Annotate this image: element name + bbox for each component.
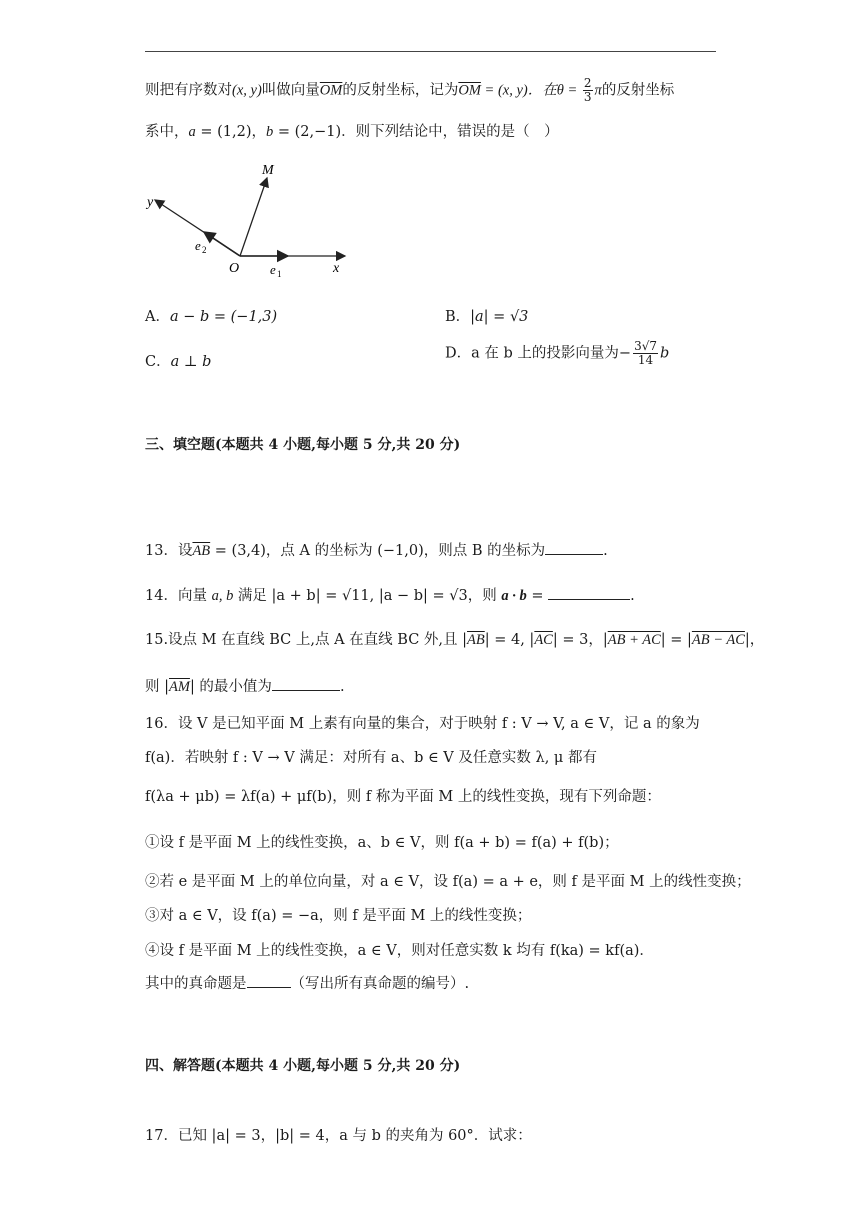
intro-line-2: 系中，a = (1,2)，b = (2,−1)．则下列结论中，错误的是（ ） — [145, 124, 559, 140]
answer-blank-14[interactable] — [548, 585, 630, 600]
question-16-line-1: 16．设 V 是已知平面 M 上素有向量的集合，对于映射 f : V → V, a ∈ V，记 a 的象为 — [145, 716, 700, 732]
question-16-item-3: ③对 a ∈ V，设 f(a) = −a，则 f 是平面 M 上的线性变换； — [145, 908, 532, 924]
intro-line-1: 则把有序数对(x, y)叫做向量$\overline{OM}$的反射坐标，记为$\overline{OM} = (x$, y)．在θ = $\frac{2}{3}$ π的反射坐标 — [145, 76, 675, 104]
option-a: A．a − b = (−1,3) — [145, 309, 278, 325]
label-e1-sub: 1 — [277, 269, 282, 279]
question-17: 17．已知 |a| = 3，|b| = 4，a 与 b 的夹角为 60°．试求： — [145, 1128, 532, 1144]
option-b: B．|a| = √3 — [445, 309, 529, 325]
answer-blank-15[interactable] — [272, 676, 340, 691]
question-14: 14．向量 a, b 满足 |a + b| = √11, |a − b| = √3，则 a · b = . — [145, 585, 635, 606]
header-rule — [145, 51, 716, 52]
answer-blank-13[interactable] — [545, 540, 603, 555]
label-M: M — [262, 163, 274, 178]
question-16-item-4: ④设 f 是平面 M 上的线性变换，a ∈ V，则对任意实数 k 均有 f(ka) = kf(a)． — [145, 943, 654, 959]
option-d: D．a 在 b 上的投影向量为− $\frac{3√7}{14}$ b — [445, 339, 670, 367]
section-4-title: 四、解答题(本题共 4 小题,每小题 5 分,共 20 分) — [145, 1058, 461, 1074]
question-15-line-2: 则 $|\overline{AM}|$ 的最小值为 . — [145, 676, 345, 697]
label-e2-sub: 2 — [202, 245, 207, 255]
om-vector — [240, 178, 267, 256]
question-13: 13．设$\overline{AB} = (3,4)$，点 A 的坐标为 (−1,0)，则点 B 的坐标为 . — [145, 540, 608, 561]
question-16-closing: 其中的真命题是 （写出所有真命题的编号）. — [145, 973, 469, 994]
label-y: y — [147, 195, 154, 210]
question-16-item-1: ①设 f 是平面 M 上的线性变换，a、b ∈ V，则 f(a + b) = f(a) + f(b)； — [145, 835, 619, 851]
projection-fraction: $\frac{3√7}{14}$ — [634, 339, 657, 367]
oblique-coordinate-figure — [140, 160, 360, 280]
question-16-line-3: f(λa + μb) = λf(a) + μf(b)，则 f 称为平面 M 上的线性变换，现有下列命题： — [145, 789, 661, 805]
label-x: x — [333, 261, 340, 276]
question-16-item-2: ②若 e 是平面 M 上的单位向量，对 a ∈ V，设 f(a) = a + e，则 f 是平面 M 上的线性变换； — [145, 874, 751, 890]
section-3-title: 三、填空题(本题共 4 小题,每小题 5 分,共 20 分) — [145, 437, 461, 453]
question-16-line-2: f(a)．若映射 f : V → V 满足：对所有 a、b ∈ V 及任意实数 λ, μ 都有 — [145, 750, 597, 766]
e2-vector — [204, 232, 240, 256]
option-c: C．a ⊥ b — [145, 354, 212, 370]
label-O: O — [229, 261, 240, 276]
question-15-line-1: 15.设点 M 在直线 BC 上,点 A 在直线 BC 外,且 $|\overline{AB}| = 4$, $|\overline{AC}| = 3$，|AB + AC| = |AB − AC|， — [145, 632, 765, 648]
label-e1: e — [270, 262, 276, 277]
answer-blank-16[interactable] — [247, 973, 291, 988]
theta-fraction: $\frac{2}{3}$ — [583, 76, 592, 104]
label-e2: e — [195, 238, 201, 253]
